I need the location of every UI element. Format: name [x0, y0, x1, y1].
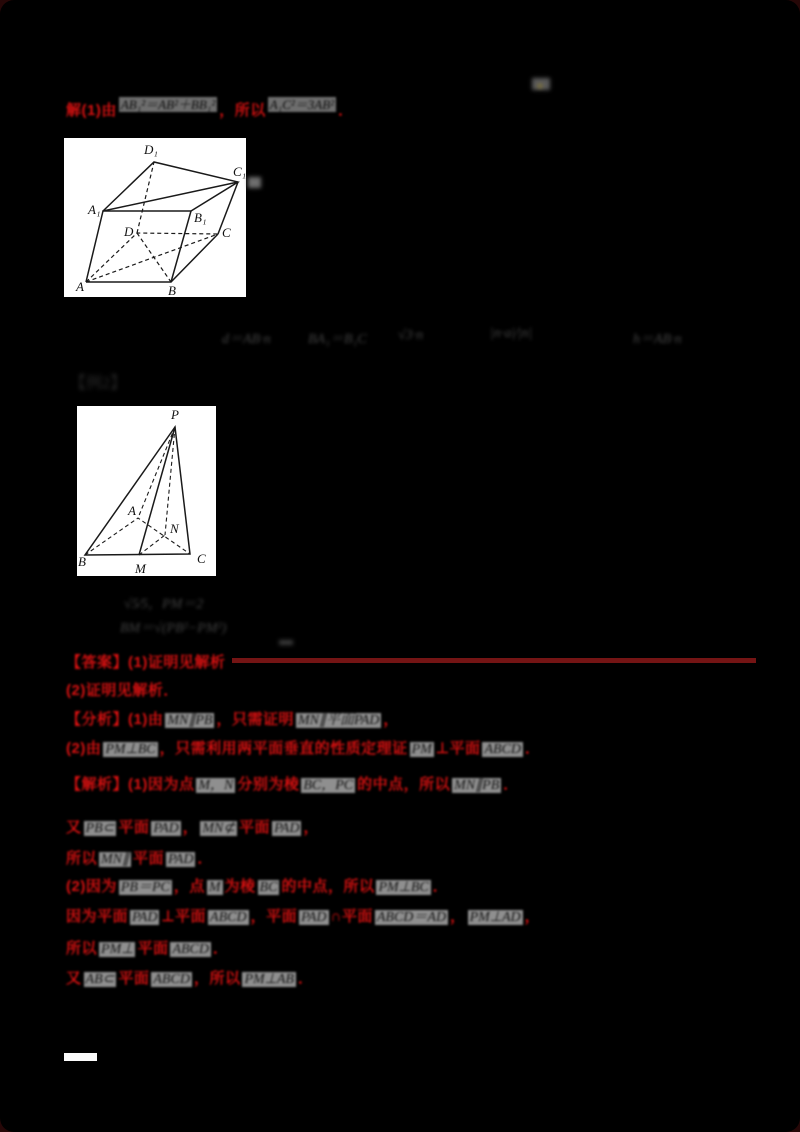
faint-formula: BA₁＝B₁C [308, 332, 367, 347]
text-segment-red: 的中点，所以 [281, 878, 375, 895]
text-segment-math: PAD [301, 910, 327, 925]
text-segment-red: ． [213, 940, 229, 957]
vertex-label-N: N [170, 521, 179, 536]
text-segment-math: PM⊥AD [469, 910, 521, 925]
text-segment-red: 平面 [137, 940, 169, 957]
text-segment-red: 【答案】(1)证明见解析 [66, 654, 226, 671]
text-segment-red: 平面 [133, 850, 165, 867]
faint-formula: h＝AB·n [633, 332, 682, 347]
text-segment-red: ． [503, 776, 519, 793]
vertex-label-A1: A₁ [88, 202, 101, 217]
vertex-label-B: B [168, 283, 176, 297]
text-segment-math: MN⊄ [202, 821, 236, 836]
vertex-label-A: A [128, 503, 136, 518]
text-segment-red: ， [524, 908, 541, 925]
text-segment-red: ，只需证明 [216, 711, 294, 728]
solution-line [66, 678, 179, 704]
text-segment-red: ， [303, 819, 319, 836]
text-segment-math: PM⊥ [101, 942, 134, 957]
text-segment-math: ABCD＝AD [376, 910, 447, 925]
text-segment-red: ． [338, 102, 354, 119]
scan-artifact-dot [538, 84, 542, 88]
text-segment-math: BC [259, 880, 278, 895]
pyramid-svg [77, 406, 216, 576]
text-segment-red: ，平面 [250, 908, 298, 925]
text-segment-red: ，点 [173, 878, 205, 895]
text-segment-math: PB＝PC [120, 880, 170, 895]
text-segment-math: MN∥PB [454, 778, 500, 793]
solution-line [66, 736, 541, 762]
vertex-label-B1: B₁ [194, 210, 207, 225]
scan-artifact-fig1 [248, 177, 261, 188]
solution-line [66, 874, 448, 900]
vertex-label-D: D [124, 224, 134, 239]
text-segment-red: 平面 [239, 819, 271, 836]
prism-figure [64, 138, 246, 297]
vertex-label-M: M [135, 561, 146, 576]
text-segment-math: ABCD [210, 910, 247, 925]
text-segment-red: ， [383, 711, 399, 728]
text-segment-math: PM⊥AB [244, 972, 294, 987]
solution-line [66, 846, 213, 872]
text-segment-red: ，所以 [219, 102, 266, 119]
text-segment-math: MN∥平面PAD [297, 713, 380, 728]
prism-svg [64, 138, 246, 297]
vertex-label-A: A [76, 279, 84, 294]
text-segment-math: PM⊥BC [378, 880, 429, 895]
text-segment-red: ，只需利用两平面垂直的性质定理证 [159, 740, 408, 757]
faint-formula: |n·a|∕|n| [490, 326, 533, 341]
text-segment-red: 解(1)由 [66, 102, 117, 119]
text-segment-red: ． [525, 740, 541, 757]
text-segment-math: ABCD [172, 942, 210, 957]
vertex-label-C: C [222, 225, 231, 240]
example-label: 【例2】 [70, 375, 127, 392]
text-segment-math: PB⊂ [85, 821, 115, 836]
text-segment-red: ∩平面 [330, 908, 373, 925]
text-segment-red: (2)由 [66, 740, 102, 757]
solution-line [66, 772, 519, 798]
solution-line-top [66, 98, 354, 124]
text-segment-red: ． [432, 878, 449, 895]
prism-solid-edges [86, 162, 238, 282]
solution-line [66, 904, 540, 930]
pyramid-vertex-labels [78, 407, 206, 576]
scan-artifact-mid [279, 640, 293, 645]
text-segment-red: ． [297, 970, 314, 987]
vertex-label-D1: D₁ [144, 142, 158, 157]
text-segment-red: ⊥平面 [435, 740, 481, 757]
text-segment-math: M，N [198, 778, 234, 793]
text-segment-red: 因为平面 [66, 908, 129, 925]
text-segment-red: ， [450, 908, 466, 925]
text-segment-red: 分别为棱 [237, 776, 300, 793]
text-segment-math: MN∥PB [167, 713, 213, 728]
text-segment-math: PM⊥BC [105, 742, 156, 757]
footer-mark [64, 1053, 97, 1061]
text-segment-red: 平面 [118, 970, 150, 987]
text-segment-red: ， [182, 819, 199, 836]
text-segment-red: 【解析】(1)因为点 [66, 776, 195, 793]
text-segment-red: 为棱 [224, 878, 256, 895]
faint-note-1: √5∕5，PM＝2 [124, 597, 204, 612]
text-segment-red: 的中点，所以 [357, 776, 451, 793]
text-segment-red: 平面 [118, 819, 150, 836]
vertex-label-B: B [78, 554, 86, 569]
text-segment-mathsup: AB₁²＝AB²＋BB₁² [120, 97, 216, 112]
answer-underline-bar [232, 658, 756, 663]
text-segment-mathsup: A₁C²＝3AB² [269, 97, 335, 112]
faint-formula: d＝AB·n [222, 332, 271, 347]
text-segment-math: PAD [274, 821, 300, 836]
solution-line [66, 650, 225, 676]
text-segment-red: 又 [66, 970, 82, 987]
vertex-label-C1: C₁ [233, 164, 246, 179]
text-segment-red: (2)证明见解析． [66, 682, 179, 699]
text-segment-red: 所以 [66, 850, 98, 867]
text-segment-math: ABCD [484, 742, 522, 757]
solution-line [66, 936, 229, 962]
solution-line [66, 966, 313, 992]
text-segment-red: ⊥平面 [161, 908, 207, 925]
pyramid-figure [77, 406, 216, 576]
solution-line [66, 815, 319, 841]
text-segment-red: 【分析】(1)由 [66, 711, 164, 728]
text-segment-red: ． [197, 850, 213, 867]
text-segment-math: MN∥ [101, 852, 130, 867]
text-segment-math: BC，PC [303, 778, 354, 793]
text-segment-red: 所以 [66, 940, 98, 957]
text-segment-math: PAD [168, 852, 194, 867]
faint-formula: √3·n [398, 328, 424, 343]
text-segment-red: 又 [66, 819, 82, 836]
solution-line [66, 707, 399, 733]
vertex-label-C: C [197, 551, 206, 566]
text-segment-math: M [208, 880, 221, 895]
text-segment-math: PAD [153, 821, 179, 836]
text-segment-math: ABCD [153, 972, 190, 987]
text-segment-math: AB⊂ [85, 972, 115, 987]
text-segment-math: PM [411, 742, 432, 757]
text-segment-math: PAD [132, 910, 158, 925]
text-segment-red: ，所以 [193, 970, 241, 987]
faint-note-2: BM＝√(PB²−PM²) [120, 621, 227, 636]
text-segment-red: (2)因为 [66, 878, 117, 895]
vertex-label-P: P [171, 407, 179, 422]
